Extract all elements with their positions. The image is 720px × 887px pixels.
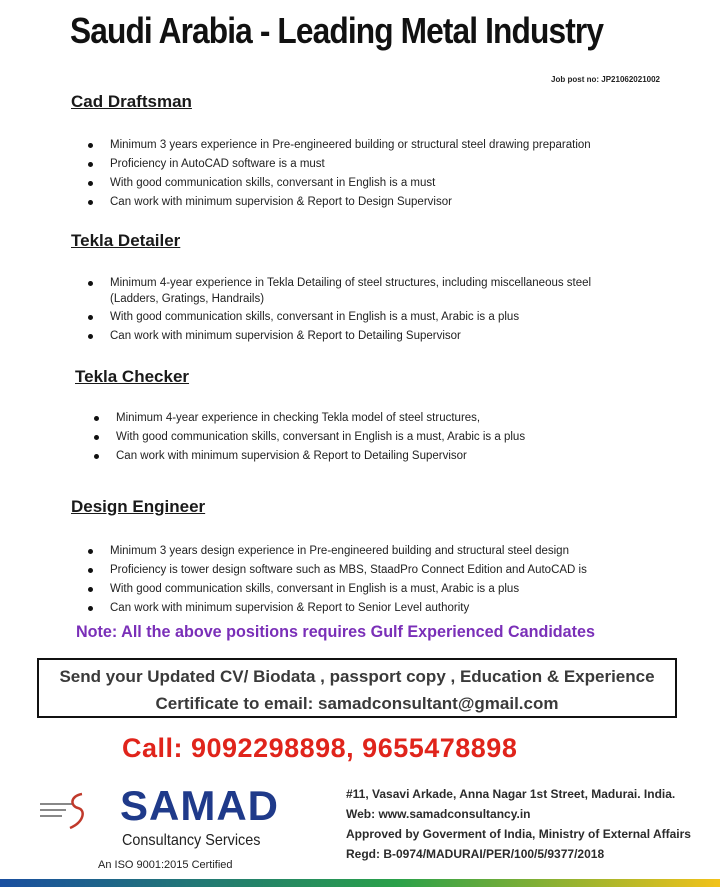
list-tekla-detailer: [88, 274, 591, 346]
list-item: Proficiency is tower design software such as MBS, StaadPro Connect Edition and AutoCAD is: [88, 561, 587, 580]
heading-design-engineer: Design Engineer: [71, 497, 206, 516]
cv-instructions-box: [37, 658, 677, 718]
logo-name: SAMAD: [120, 782, 279, 829]
list-item: Can work with minimum supervision & Report to Senior Level authority: [88, 599, 587, 618]
heading-cad-draftsman: Cad Draftsman: [71, 92, 192, 111]
contact-approval: Approved by Goverment of India, Ministry of External Affairs: [346, 827, 691, 841]
contact-web: Web: www.samadconsultancy.in: [346, 807, 531, 821]
list-item: Can work with minimum supervision & Report to Detailing Supervisor: [88, 327, 591, 346]
contact-address: #11, Vasavi Arkade, Anna Nagar 1st Street, Madurai. India.: [346, 787, 676, 801]
job-post-number: Job post no: JP21062021002: [551, 75, 660, 84]
list-item: With good communication skills, conversant in English is a must: [88, 174, 591, 193]
call-numbers: Call: 9092298898, 9655478898: [122, 733, 518, 763]
list-item: With good communication skills, conversant in English is a must, Arabic is a plus: [88, 580, 587, 599]
list-item: With good communication skills, conversant in English is a must, Arabic is a plus: [94, 428, 525, 447]
logo-mark-icon: [40, 790, 110, 830]
contact-registration: Regd: B-0974/MADURAI/PER/100/5/9377/2018: [346, 847, 605, 861]
bottom-color-bar: [0, 879, 720, 887]
heading-tekla-checker: Tekla Checker: [75, 367, 190, 386]
cv-line-2: Certificate to email: samadconsultant@gmail.com: [155, 694, 559, 713]
list-item: Can work with minimum supervision & Report to Detailing Supervisor: [94, 447, 525, 466]
page-title: Saudi Arabia - Leading Metal Industry: [70, 10, 604, 51]
heading-tekla-detailer: Tekla Detailer: [71, 231, 181, 250]
experience-note: Note: All the above positions requires Gulf Experienced Candidates: [76, 622, 596, 641]
list-item: Can work with minimum supervision & Report to Design Supervisor: [88, 193, 591, 212]
cv-line-1: Send your Updated CV/ Biodata , passport copy , Education & Experience: [59, 667, 655, 686]
list-item: Proficiency in AutoCAD software is a must: [88, 155, 591, 174]
list-design-engineer: [88, 542, 587, 618]
list-cad-draftsman: [88, 136, 591, 212]
list-item: With good communication skills, conversant in English is a must, Arabic is a plus: [88, 308, 591, 327]
list-tekla-checker: [94, 409, 525, 466]
contact-details: [346, 784, 691, 864]
iso-certification: An ISO 9001:2015 Certified: [98, 859, 233, 871]
logo-subtitle: Consultancy Services: [122, 832, 261, 849]
list-item: Minimum 3 years design experience in Pre-engineered building and structural steel design: [88, 542, 587, 561]
list-item: Minimum 4-year experience in checking Tekla model of steel structures,: [94, 409, 525, 428]
list-item: Minimum 4-year experience in Tekla Detailing of steel structures, including miscellaneous steel (Ladders, Gratings, Handrails): [88, 274, 591, 308]
list-item: Minimum 3 years experience in Pre-engineered building or structural steel drawing preparation: [88, 136, 591, 155]
samad-logo: [38, 782, 288, 877]
